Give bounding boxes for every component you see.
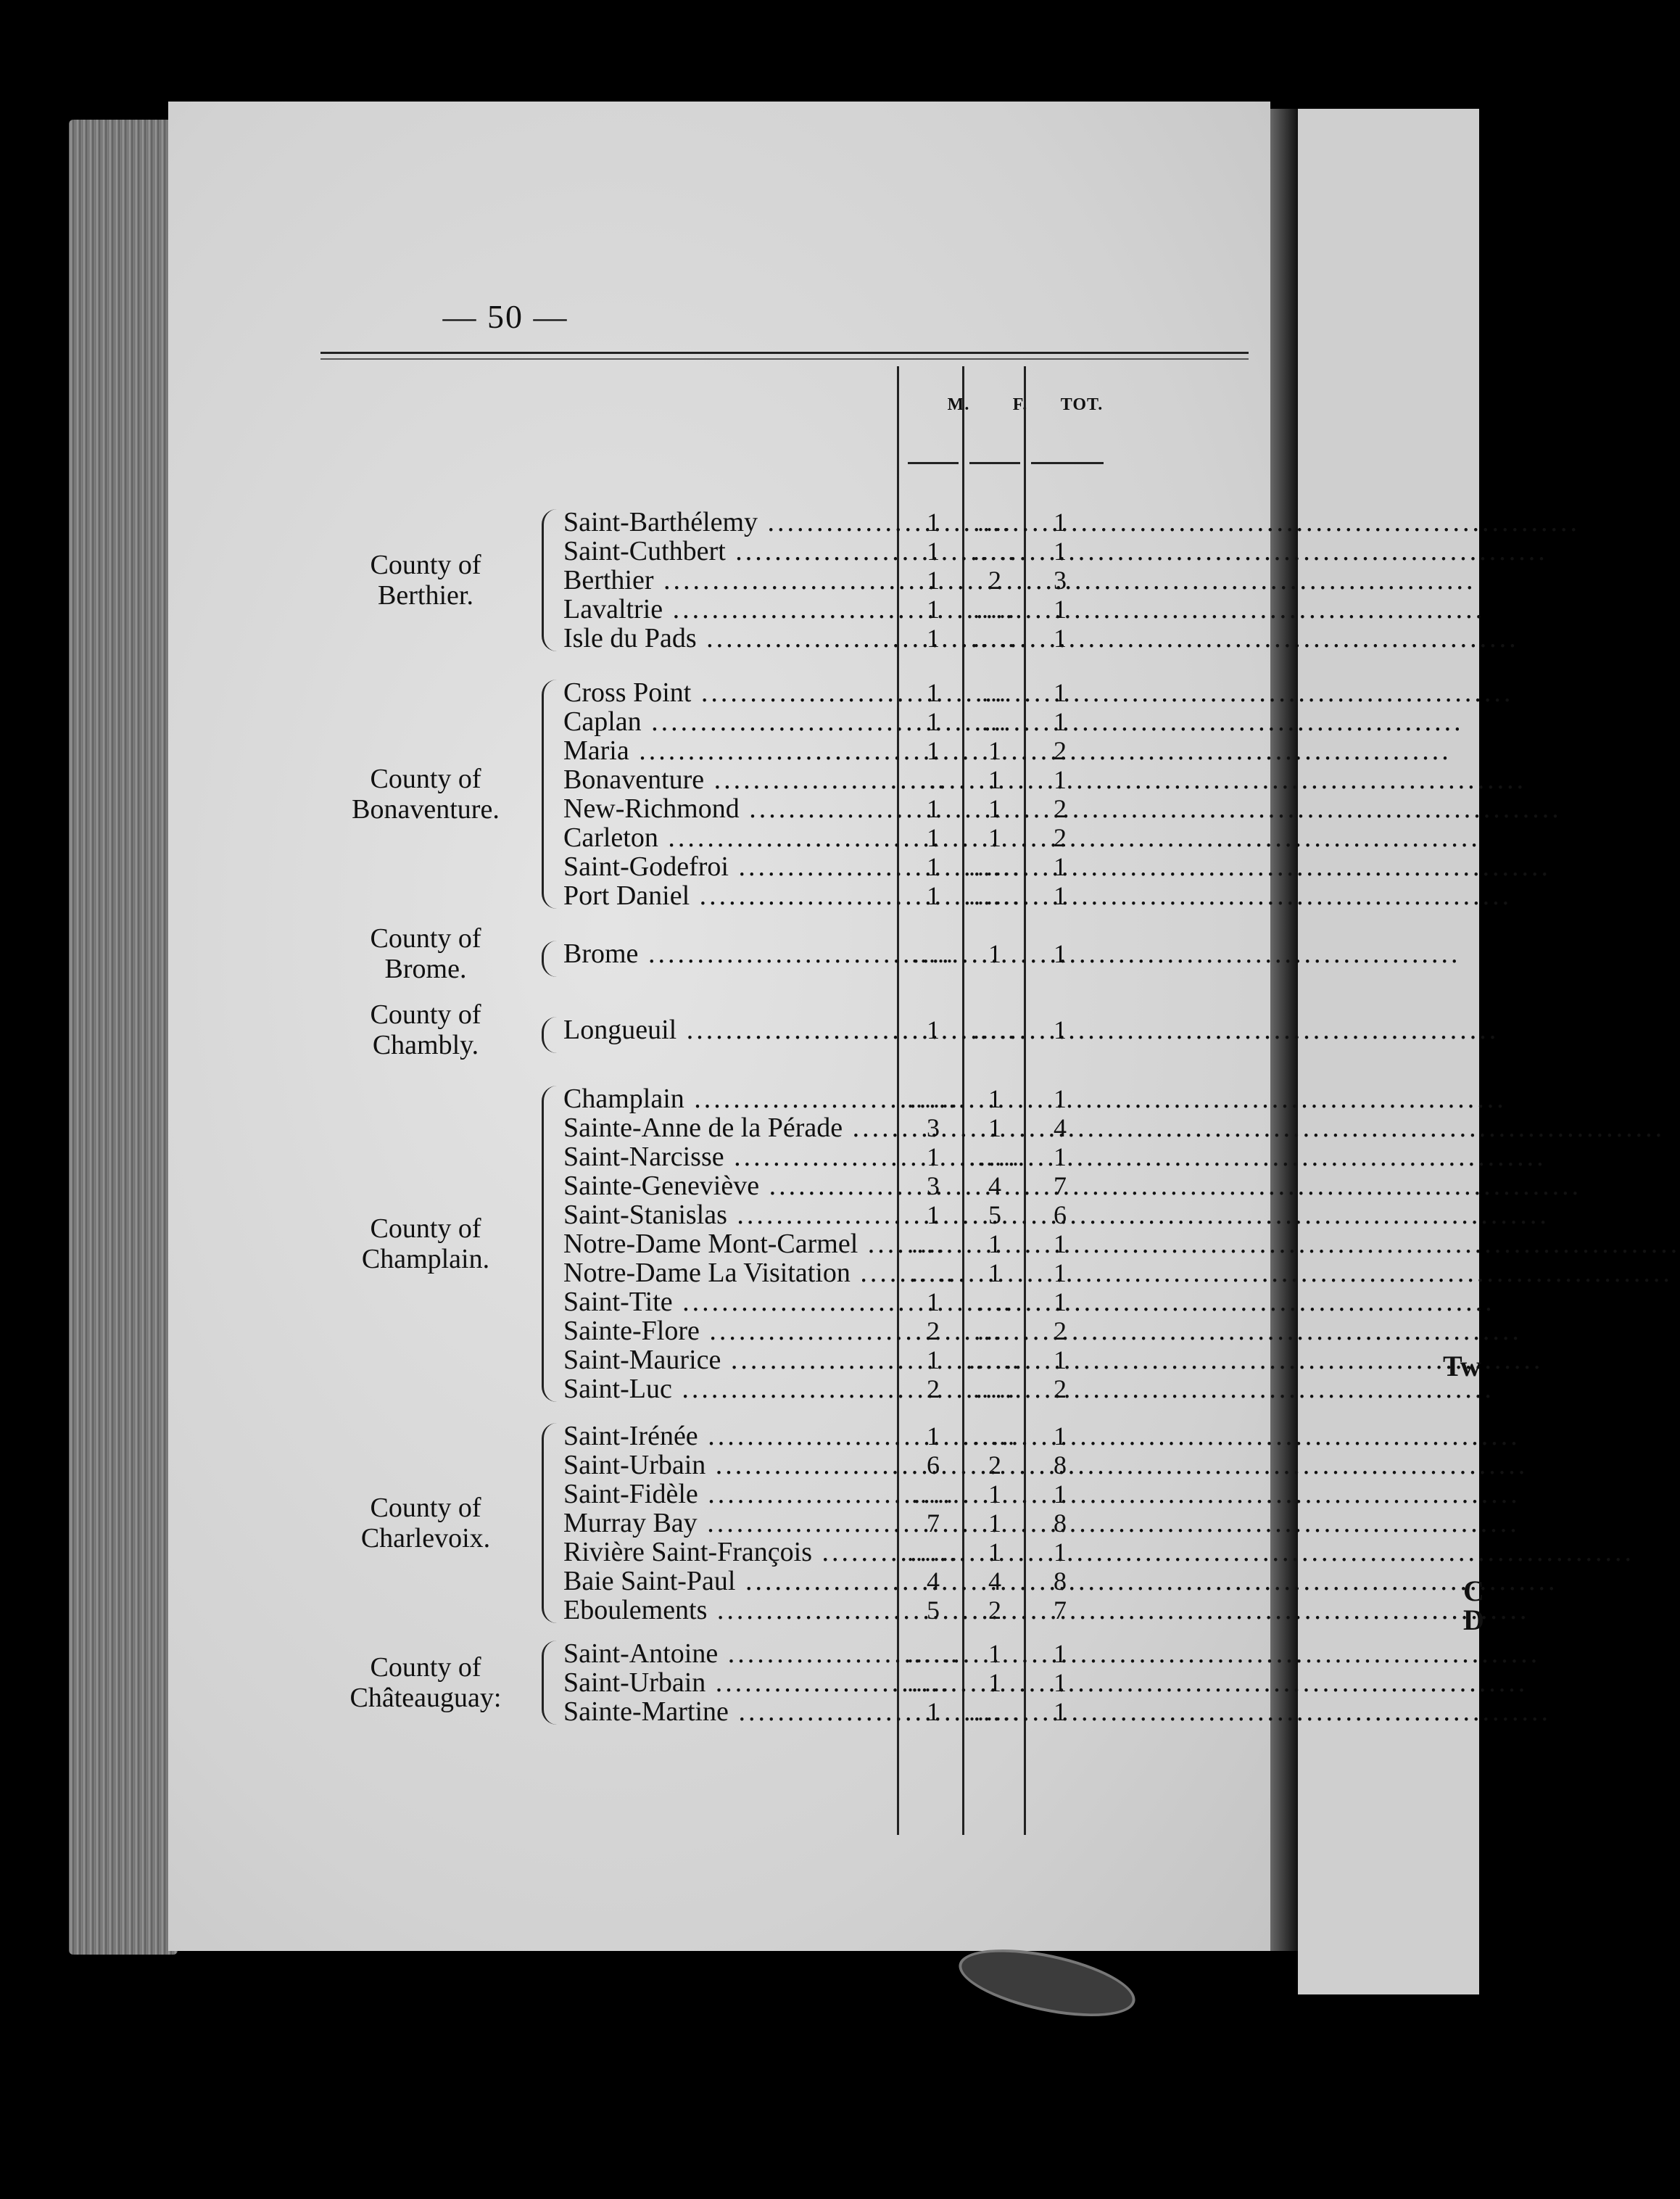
cell-m: ...	[920, 765, 946, 794]
county-name-line: County of	[370, 764, 481, 794]
cell-m: 1	[927, 823, 940, 852]
place-name: Notre-Dame Mont-Carmel .....	[563, 1229, 904, 1258]
column-underline-f	[969, 462, 1020, 464]
column-underline-m	[908, 462, 959, 464]
cell-tot: 1	[1054, 852, 1067, 881]
table-row	[563, 765, 1114, 794]
cell-tot: 2	[1054, 1316, 1067, 1345]
county-name	[331, 999, 520, 1060]
cell-f: 4	[988, 1171, 1001, 1200]
cell-tot: 1	[1054, 537, 1067, 566]
cell-m: 2	[927, 1316, 940, 1345]
table-row	[563, 1200, 1114, 1229]
cell-tot: 1	[1054, 678, 1067, 707]
cell-f: 1	[988, 939, 1001, 968]
table-row	[563, 1509, 1114, 1538]
county-brace	[542, 941, 557, 977]
table-row	[563, 939, 1114, 968]
county-name-line: County of	[370, 550, 481, 580]
cell-tot: 4	[1054, 1113, 1067, 1142]
cell-m: 1	[927, 1287, 940, 1316]
cell-f: ......	[969, 881, 1021, 910]
cell-f: 1	[988, 1258, 1001, 1287]
column-header-f: F.	[1012, 395, 1028, 414]
cell-tot: 6	[1054, 1200, 1067, 1229]
county-name-line: Châteauguay:	[349, 1683, 502, 1713]
table-row	[563, 736, 1114, 765]
place-name: Baie Saint-Paul .....	[563, 1567, 904, 1596]
place-name: Saint-Stanislas .....	[563, 1200, 904, 1229]
table-row	[563, 1422, 1114, 1451]
next-page-fragment-1: Tw	[1443, 1350, 1481, 1382]
table-row	[563, 1258, 1114, 1287]
column-header-m: M.	[947, 395, 970, 414]
county-name	[331, 1213, 520, 1274]
table-row	[563, 624, 1114, 653]
place-name: Cross Point .....	[563, 678, 904, 707]
table-row	[563, 1084, 1114, 1113]
cell-tot: 1	[1054, 1258, 1067, 1287]
cell-tot: 1	[1054, 1287, 1067, 1316]
table-row	[563, 1113, 1114, 1142]
cell-f: ......	[969, 1142, 1021, 1171]
cell-f: 4	[988, 1567, 1001, 1596]
cell-m: 1	[927, 1422, 940, 1451]
cell-tot: 1	[1054, 1015, 1067, 1044]
document-page	[168, 102, 1270, 1951]
county-brace	[542, 1017, 557, 1053]
cell-m: 1	[927, 508, 940, 537]
county-name-line: Brome.	[384, 954, 467, 984]
cell-tot: 8	[1054, 1509, 1067, 1538]
place-name: Berthier .....	[563, 566, 904, 595]
place-name: Murray Bay .....	[563, 1509, 904, 1538]
cell-f: ....	[977, 508, 1012, 537]
cell-tot: 1	[1054, 624, 1067, 653]
place-name: Brome .....	[563, 939, 904, 968]
place-name: Isle du Pads .....	[563, 624, 904, 653]
cell-f: ....	[977, 1316, 1012, 1345]
cell-f: 1	[988, 1229, 1001, 1258]
table-row	[563, 1538, 1114, 1567]
place-name: Saint-Luc .....	[563, 1374, 904, 1403]
cell-m: ......	[907, 1538, 959, 1567]
cell-tot: 1	[1054, 1229, 1067, 1258]
county-name-line: County of	[370, 1213, 481, 1244]
cell-f: 1	[988, 736, 1001, 765]
cell-tot: 7	[1054, 1596, 1067, 1625]
cell-f: 1	[988, 794, 1001, 823]
cell-tot: 7	[1054, 1171, 1067, 1200]
table-row	[563, 852, 1114, 881]
cell-f: ...	[982, 707, 1008, 736]
place-name: Sainte-Flore .....	[563, 1316, 904, 1345]
place-name: Champlain .....	[563, 1084, 904, 1113]
place-name: Saint-Cuthbert .....	[563, 537, 904, 566]
table-row	[563, 1668, 1114, 1697]
cell-m: ......	[907, 1084, 959, 1113]
cell-m: .....	[911, 1229, 955, 1258]
cell-f: ......	[969, 1345, 1021, 1374]
cell-m: 1	[927, 537, 940, 566]
cell-m: .....	[911, 1258, 955, 1287]
cell-tot: 2	[1054, 1374, 1067, 1403]
county-name-line: Bonaventure.	[352, 794, 500, 825]
cell-m: 7	[927, 1509, 940, 1538]
cell-m: 1	[927, 852, 940, 881]
table-row	[563, 794, 1114, 823]
place-name: Saint-Barthélemy .....	[563, 508, 904, 537]
cell-tot: 1	[1054, 1480, 1067, 1509]
place-name: Carleton .....	[563, 823, 904, 852]
cell-tot: 1	[1054, 1639, 1067, 1668]
cell-f: 5	[988, 1200, 1001, 1229]
cell-m: .....	[911, 1480, 955, 1509]
county-name-line: Chambly.	[372, 1030, 479, 1060]
cell-m: 1	[927, 624, 940, 653]
cell-f: 1	[988, 1480, 1001, 1509]
cell-m: 1	[927, 736, 940, 765]
cell-m: 5	[927, 1596, 940, 1625]
cell-f: 1	[988, 1639, 1001, 1668]
cell-f: ....	[977, 1287, 1012, 1316]
county-name-line: County of	[370, 1493, 481, 1523]
place-name: Rivière Saint-François .....	[563, 1538, 904, 1567]
county-name	[331, 1652, 520, 1713]
cell-m: 3	[927, 1113, 940, 1142]
county-name	[331, 923, 520, 984]
next-page-fragment-3: D	[1463, 1604, 1484, 1636]
place-name: Saint-Urbain .....	[563, 1668, 904, 1697]
county-name-line: Berthier.	[378, 580, 473, 611]
cell-m: 2	[927, 1374, 940, 1403]
cell-tot: 1	[1054, 595, 1067, 624]
cell-m: ......	[907, 1668, 959, 1697]
table-row	[563, 1639, 1114, 1668]
table-row	[563, 1374, 1114, 1403]
cell-f: ...	[982, 678, 1008, 707]
cell-tot: 1	[1054, 1538, 1067, 1567]
county-name-line: County of	[370, 1652, 481, 1683]
county-brace	[542, 1641, 557, 1725]
cell-tot: 1	[1054, 1697, 1067, 1726]
place-name: Bonaventure .....	[563, 765, 904, 794]
cell-f: 1	[988, 1113, 1001, 1142]
table-row	[563, 1015, 1114, 1044]
table-row	[563, 508, 1114, 537]
county-name-line: Champlain.	[361, 1244, 490, 1274]
place-name: Saint-Antoine .....	[563, 1639, 904, 1668]
cell-m: ......	[907, 1639, 959, 1668]
cell-m: .....	[911, 939, 955, 968]
cell-m: 1	[927, 881, 940, 910]
table-row	[563, 595, 1114, 624]
county-name	[331, 1493, 520, 1554]
place-name: Saint-Godefroi .....	[563, 852, 904, 881]
cell-f: 2	[988, 1451, 1001, 1480]
cell-tot: 2	[1054, 794, 1067, 823]
table-row	[563, 707, 1114, 736]
cell-tot: 8	[1054, 1567, 1067, 1596]
cell-m: 1	[927, 595, 940, 624]
cell-tot: 1	[1054, 765, 1067, 794]
cell-tot: 8	[1054, 1451, 1067, 1480]
place-name: Longueuil .....	[563, 1015, 904, 1044]
cell-f: 1	[988, 1668, 1001, 1697]
cell-tot: 2	[1054, 736, 1067, 765]
book-edge	[69, 120, 178, 1955]
table-row	[563, 1596, 1114, 1625]
table-row	[563, 881, 1114, 910]
cell-m: 1	[927, 1345, 940, 1374]
cell-m: 1	[927, 707, 940, 736]
county-brace	[542, 509, 557, 651]
county-brace	[542, 1423, 557, 1623]
table-row	[563, 1451, 1114, 1480]
cell-f: .....	[973, 537, 1017, 566]
cell-tot: 1	[1054, 1422, 1067, 1451]
table-row	[563, 1171, 1114, 1200]
cell-m: 1	[927, 566, 940, 595]
table-row	[563, 566, 1114, 595]
place-name: Saint-Tite .....	[563, 1287, 904, 1316]
table-row	[563, 537, 1114, 566]
cell-m: 1	[927, 1200, 940, 1229]
table-row	[563, 678, 1114, 707]
cell-f: 1	[988, 1084, 1001, 1113]
county-name	[331, 550, 520, 611]
cell-f: ......	[969, 852, 1021, 881]
cell-tot: 3	[1054, 566, 1067, 595]
place-name: Sainte-Geneviève .....	[563, 1171, 904, 1200]
place-name: Port Daniel .....	[563, 881, 904, 910]
cell-tot: 1	[1054, 508, 1067, 537]
place-name: Lavaltrie .....	[563, 595, 904, 624]
next-page-fragment-2: C	[1463, 1575, 1484, 1607]
cell-f: 1	[988, 823, 1001, 852]
table-row	[563, 1567, 1114, 1596]
cell-m: 1	[927, 1697, 940, 1726]
county-brace	[542, 680, 557, 909]
county-name-line: County of	[370, 999, 481, 1030]
cell-m: 4	[927, 1567, 940, 1596]
header-rule	[320, 352, 1249, 360]
place-name: New-Richmond .....	[563, 794, 904, 823]
cell-m: 1	[927, 678, 940, 707]
cell-f: .....	[973, 1374, 1017, 1403]
cell-f: 1	[988, 765, 1001, 794]
cell-f: .....	[973, 1015, 1017, 1044]
cell-tot: 1	[1054, 1142, 1067, 1171]
county-name-line: Charlevoix.	[360, 1523, 491, 1554]
table-row	[563, 1287, 1114, 1316]
place-name: Caplan .....	[563, 707, 904, 736]
cell-m: 6	[927, 1451, 940, 1480]
cell-tot: 1	[1054, 939, 1067, 968]
place-name: Saint-Fidèle .....	[563, 1480, 904, 1509]
county-name-line: County of	[370, 923, 481, 954]
cell-tot: 1	[1054, 707, 1067, 736]
place-name: Sainte-Martine .....	[563, 1697, 904, 1726]
place-name: Sainte-Anne de la Pérade .....	[563, 1113, 904, 1142]
place-name: Notre-Dame La Visitation .....	[563, 1258, 904, 1287]
place-name: Saint-Narcisse .....	[563, 1142, 904, 1171]
place-name: Saint-Urbain .....	[563, 1451, 904, 1480]
cell-f: .....	[973, 595, 1017, 624]
table-row	[563, 1480, 1114, 1509]
cell-f: .....	[973, 624, 1017, 653]
cell-f: 1	[988, 1538, 1001, 1567]
cell-m: 1	[927, 1015, 940, 1044]
cell-tot: 1	[1054, 881, 1067, 910]
table-row	[563, 1142, 1114, 1171]
cell-f: .....	[973, 1422, 1017, 1451]
cell-f: 2	[988, 1596, 1001, 1625]
table-row	[563, 1345, 1114, 1374]
table-row	[563, 823, 1114, 852]
page-number: — 50 —	[442, 298, 568, 335]
cell-f: 1	[988, 1509, 1001, 1538]
place-name: Saint-Irénée .....	[563, 1422, 904, 1451]
cell-m: 1	[927, 794, 940, 823]
place-name: Maria .....	[563, 736, 904, 765]
cell-f: ......	[969, 1697, 1021, 1726]
place-name: Saint-Maurice .....	[563, 1345, 904, 1374]
table-row	[563, 1316, 1114, 1345]
column-header-tot: TOT.	[1060, 395, 1104, 414]
place-name: Eboulements .....	[563, 1596, 904, 1625]
column-underline-tot	[1031, 462, 1104, 464]
cell-tot: 1	[1054, 1084, 1067, 1113]
table-row	[563, 1697, 1114, 1726]
county-name	[331, 764, 520, 825]
cell-m: 3	[927, 1171, 940, 1200]
cell-f: 2	[988, 566, 1001, 595]
cell-tot: 1	[1054, 1345, 1067, 1374]
cell-m: 1	[927, 1142, 940, 1171]
county-brace	[542, 1086, 557, 1402]
cell-tot: 1	[1054, 1668, 1067, 1697]
cell-tot: 2	[1054, 823, 1067, 852]
table-row	[563, 1229, 1114, 1258]
